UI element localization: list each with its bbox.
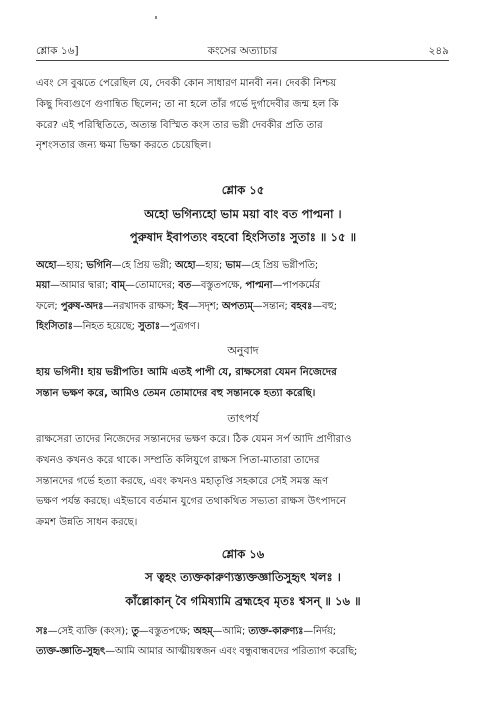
synonym-line <box>36 256 452 276</box>
sanskrit-term: অহো <box>175 260 196 271</box>
term-meaning: —সেই ব্যক্তি (কংস); <box>47 626 132 637</box>
synonym-line <box>36 276 452 296</box>
sanskrit-term: ইব <box>177 300 189 312</box>
term-meaning: —সদৃশ; <box>188 300 222 312</box>
sanskrit-term: ভাম <box>225 260 242 271</box>
text-line: কখনও কখনও করে থাকে। সম্প্রতি কলিযুগে রাক্ষস পিতা-মাতারা তাদের <box>36 454 320 466</box>
header-verse-ref: শ্লোক ১৬] <box>36 45 79 57</box>
translation-heading: অনুবাদ <box>227 344 259 357</box>
term-meaning: —পাপকর্মের <box>272 280 321 292</box>
text-line: কিছু দিব্যগুণে গুণান্বিত ছিলেন; তা না হলে তাঁর গর্ভে দুর্গাদেবীর জন্ম হল কি <box>36 98 339 110</box>
term-meaning: —হায়; <box>56 260 87 271</box>
text-line: ভক্ষণ পর্যন্ত করছে। এইভাবে বর্তমান যুগের তথাকথিত সভ্যতা রাক্ষস উৎপাদনে <box>36 496 346 508</box>
text-line: সন্তান ভক্ষণ করে, আমিও তেমন তোমাদের বহু সন্তানকে হত্যা করেছি। <box>36 387 316 399</box>
sanskrit-term: পাপ্মনা <box>245 280 273 292</box>
sanskrit-term: ত্যক্ত-জ্ঞাতি-সুহৃৎ <box>36 646 106 658</box>
purport-paragraph <box>36 430 450 534</box>
text-line: নৃশংসতার জন্য ক্ষমা ভিক্ষা করতে চেয়েছিল। <box>36 140 212 152</box>
sanskrit-term: সঃ <box>36 626 48 637</box>
sanskrit-term: হিংসিতাঃ <box>36 320 73 332</box>
running-header <box>36 44 449 60</box>
term-meaning: —হে প্রিয় ভগ্নীপতি; <box>241 260 319 271</box>
sanskrit-term: ভগিনি <box>86 260 112 271</box>
term-meaning: —হায়; <box>195 260 226 271</box>
text-line: হায় ভগিনী! হায় ভগ্নীপতি! আমি এতই পাপী যে, রাক্ষসেরা যেমন নিজেদের <box>36 367 337 378</box>
sanskrit-term: অপত্যম্ <box>222 300 253 312</box>
term-meaning: —নিহত হয়েছে; <box>72 320 139 332</box>
synonyms-block <box>36 256 452 337</box>
term-meaning: —হে প্রিয় ভগ্নী; <box>111 260 176 271</box>
intro-paragraph <box>36 74 450 157</box>
term-meaning: ফলে; <box>36 300 61 312</box>
term-meaning: —পুত্রগণ। <box>159 320 200 332</box>
verse-heading: শ্লোক ১৫ <box>221 183 265 197</box>
header-rule <box>36 60 449 61</box>
term-meaning: —নরখাদক রাক্ষস; <box>103 300 178 312</box>
term-meaning: —সন্তান; <box>252 300 291 312</box>
sanskrit-term: অহো <box>36 260 57 271</box>
verse-line: স ত্বহং ত্যক্তকারুণ্যস্ত্যক্তজ্ঞাতিসুহৃৎ খলঃ । <box>145 570 341 584</box>
term-meaning: —বস্তুতপক্ষে, <box>191 280 246 292</box>
text-line: সন্তানদের গর্ভে হত্যা করছে, এবং কখনও মহাতৃপ্তি সহকারে সেই সমস্ত ভ্রূণ <box>36 475 329 487</box>
synonym-line <box>36 317 452 337</box>
verse-line: কাঁল্লোকান্ বৈ গমিষ্যামি ব্রহ্মহেব মৃতঃ শ্বসন্ ॥ ১৬ ॥ <box>125 594 361 608</box>
term-meaning: —আমি; <box>212 626 249 637</box>
translation-text <box>36 363 452 404</box>
term-meaning: —নির্দয়; <box>303 626 337 637</box>
verse-line: অহো ভগিন্যহো ভাম ময়া বাং বত পাপ্মনা । <box>144 207 342 221</box>
term-meaning: —আমি আমার আত্মীয়স্বজন এবং বন্ধুবান্ধবদের পরিত্যাগ করেছি; <box>105 646 358 658</box>
text-line: রাক্ষসেরা তাদের নিজেদের সন্তানদের ভক্ষণ করে। ঠিক যেমন সর্প আদি প্রাণীরাও <box>36 434 352 445</box>
header-chapter-title: কংসের অত্যাচার <box>207 45 278 57</box>
sanskrit-term: তু <box>131 626 139 637</box>
sanskrit-term: অহম্ <box>193 626 213 637</box>
term-meaning: —বস্তুতপক্ষে; <box>138 626 194 637</box>
text-line: ক্রমশ উন্নতি সাধন করছে। <box>36 517 138 529</box>
sanskrit-term: ত্যক্ত-কারুণ্যঃ <box>248 626 304 637</box>
purport-heading: তাৎপর্য <box>227 412 259 425</box>
verse-heading: শ্লোক ১৬ <box>221 547 265 561</box>
scan-speck <box>155 16 157 19</box>
sanskrit-term: সুতাঃ <box>138 320 160 332</box>
term-meaning: —তোমাদের; <box>125 280 179 292</box>
sanskrit-term: বত <box>178 280 192 292</box>
synonym-line <box>36 622 452 642</box>
synonym-line <box>36 642 452 662</box>
sanskrit-term: পুরুষ-অদঃ <box>60 300 104 312</box>
text-line: এবং সে বুঝতে পেরেছিল যে, দেবকী কোন সাধারণ মানবী নন। দেবকী নিশ্চয় <box>36 78 337 89</box>
synonyms-block <box>36 622 452 663</box>
sanskrit-term: ময়া <box>36 280 51 292</box>
sanskrit-term: বহবঃ <box>290 300 313 312</box>
header-page-number: ২৪৯ <box>428 45 449 57</box>
synonym-line <box>36 297 452 317</box>
verse-line: পুরুষাদ ইবাপত্যং বহবো হিংসিতাঃ সুতাঃ ॥ ১৫ ॥ <box>129 230 357 244</box>
text-line: করে? এই পরিস্থিতিতে, অত্যন্ত বিস্মিত কংস তার ভগ্নী দেবকীর প্রতি তার <box>36 119 323 131</box>
term-meaning: —বহু; <box>312 300 337 312</box>
term-meaning: —আমার দ্বারা; <box>50 280 112 292</box>
sanskrit-term: বাম্ <box>111 280 126 292</box>
